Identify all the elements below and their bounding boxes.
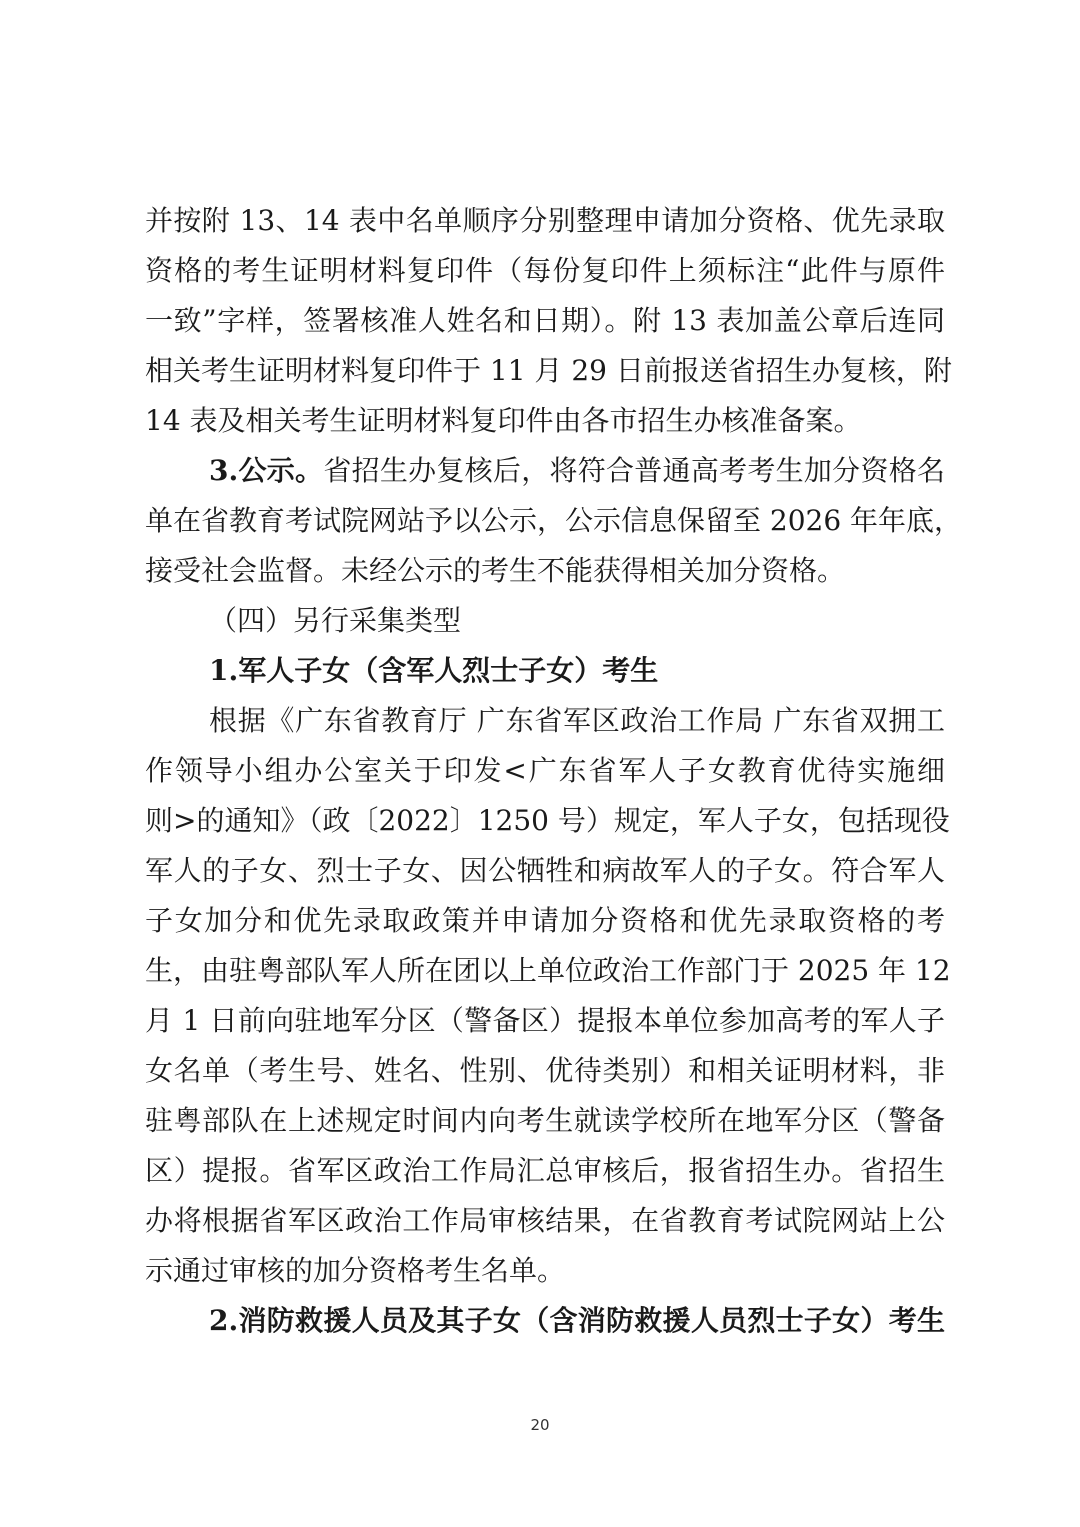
page-number: 20 (530, 1416, 550, 1434)
text-line-rest: 省招生办复核后，将符合普通高考考生加分资格名 (323, 454, 945, 487)
paragraph-continuation (145, 196, 952, 446)
text-line: 并按附 13、14 表中名单顺序分别整理申请加分资格、优先录取 (145, 204, 945, 237)
paragraph-military-children (145, 696, 951, 1296)
document-body (145, 196, 963, 1346)
text-line: 办将根据省军区政治工作局审核结果，在省教育考试院网站上公 (145, 1204, 945, 1237)
text-line: 资格的考生证明材料复印件（每份复印件上须标注“此件与原件 (145, 254, 945, 287)
text-line: 单在省教育考试院网站予以公示，公示信息保留至 2026 年年底， (145, 504, 963, 537)
text-line: 接受社会监督。未经公示的考生不能获得相关加分资格。 (145, 554, 846, 587)
text-line: 女名单（考生号、姓名、性别、优待类别）和相关证明材料，非 (145, 1054, 945, 1087)
text-line: 驻粤部队在上述规定时间内向考生就读学校所在地军分区（警备 (145, 1104, 945, 1137)
text-line: 相关考生证明材料复印件于 11 月 29 日前报送省招生办复核，附 (145, 354, 952, 387)
text-line: 示通过审核的加分资格考生名单。 (145, 1254, 566, 1287)
text-line: 14 表及相关考生证明材料复印件由各市招生办核准备案。 (145, 404, 862, 437)
text-line (145, 446, 945, 496)
paragraph-publicity (145, 446, 963, 596)
text-line: 则>的通知》（政〔2022〕1250 号）规定，军人子女，包括现役 (145, 804, 950, 837)
text-line: 作领导小组办公室关于印发<广东省军人子女教育优待实施细 (145, 754, 945, 787)
text-line: 根据《广东省教育厅 广东省军区政治工作局 广东省双拥工 (209, 704, 945, 737)
numbered-lead: 3.公示。 (209, 454, 324, 487)
text-line: 子女加分和优先录取政策并申请加分资格和优先录取资格的考 (145, 904, 945, 937)
text-line: 月 1 日前向驻地军分区（警备区）提报本单位参加高考的军人子 (145, 1004, 945, 1037)
text-line: 军人的子女、烈士子女、因公牺牲和病故军人的子女。符合军人 (145, 854, 945, 887)
text-line: 一致”字样，签署核准人姓名和日期）。附 13 表加盖公章后连同 (145, 304, 945, 337)
sub-heading-military-children: 1.军人子女（含军人烈士子女）考生 (209, 654, 659, 687)
sub-heading-firefighters: 2.消防救援人员及其子女（含消防救援人员烈士子女）考生 (209, 1304, 945, 1337)
text-line: 生，由驻粤部队军人所在团以上单位政治工作部门于 2025 年 12 (145, 954, 951, 987)
text-line: 区）提报。省军区政治工作局汇总审核后，报省招生办。省招生 (145, 1154, 945, 1187)
section-heading: （四）另行采集类型 (209, 604, 462, 637)
